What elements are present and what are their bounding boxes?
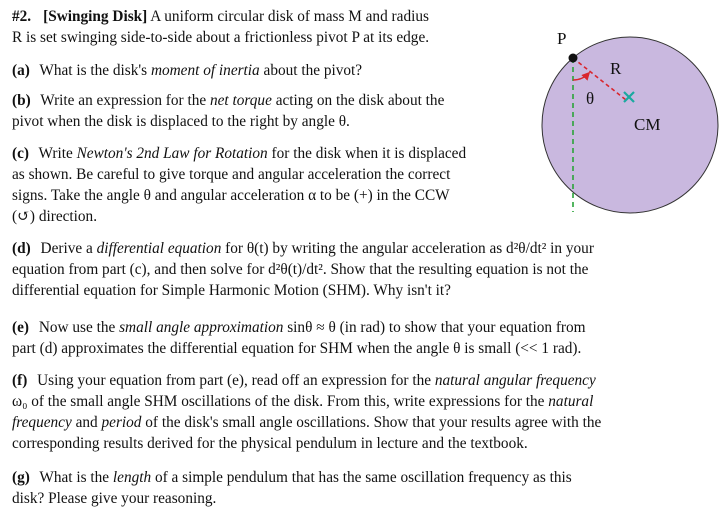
part-f-emphasis-2: natural: [548, 393, 594, 410]
part-a-emphasis: moment of inertia: [150, 62, 260, 79]
part-d-text-3: equation from part (c), and then solve for d²θ(t)/dt². Show that the resulting equation is not the: [12, 261, 589, 278]
part-e-text-2: sinθ ≈ θ (in rad) to show that your equation from: [283, 319, 586, 336]
part-f-emphasis-3: frequency: [12, 414, 72, 431]
part-c-text-5: (↺) direction.: [12, 208, 98, 225]
part-c-text-2: for the disk when it is displaced: [267, 145, 467, 162]
part-c-text-1: Write: [38, 145, 77, 162]
part-g-emphasis: length: [112, 469, 152, 486]
part-e-emphasis: small angle approximation: [119, 319, 284, 336]
part-a-label: (a): [12, 62, 30, 79]
part-f-text-1: Using your equation from part (e), read off an expression for the: [37, 372, 435, 389]
swinging-disk-figure: [540, 20, 720, 215]
part-e-label: (e): [12, 319, 29, 336]
part-b-text-1: Write an expression for the: [40, 92, 210, 109]
problem-intro: [12, 6, 542, 48]
part-f-text-5: corresponding results derived for the physical pendulum in lecture and the textbook.: [12, 435, 528, 452]
part-f-text-2: ω₀ of the small angle SHM oscillations of the disk. From this, write expressions for the: [12, 393, 549, 410]
problem-number: #2.: [12, 8, 32, 25]
intro-line-1: A uniform circular disk of mass M and radius: [150, 8, 429, 25]
pivot-label: P: [557, 29, 567, 48]
part-g: [12, 467, 712, 509]
part-g-text-1: What is the: [39, 469, 113, 486]
part-c: [12, 143, 542, 227]
part-d-text-2: for θ(t) by writing the angular acceleration as d²θ/dt² in your: [221, 240, 594, 257]
part-f-label: (f): [12, 372, 28, 389]
cm-label: CM: [634, 115, 661, 134]
part-f-emphasis-1: natural angular frequency: [434, 372, 596, 389]
pivot-point: [569, 54, 578, 63]
part-a-text-1: What is the disk's: [39, 62, 151, 79]
part-d-text-4: differential equation for Simple Harmonic Motion (SHM). Why isn't it?: [12, 282, 451, 299]
part-b-emphasis: net torque: [209, 92, 272, 109]
part-b-text-2: acting on the disk about the: [271, 92, 445, 109]
part-c-text-4: signs. Take the angle θ and angular acceleration α to be (+) in the CCW: [12, 187, 450, 204]
part-c-text-3: as shown. Be careful to give torque and angular acceleration the correct: [12, 166, 451, 183]
problem-title: [Swinging Disk]: [43, 8, 148, 25]
part-c-emphasis: Newton's 2nd Law for Rotation: [76, 145, 268, 162]
part-a: [12, 60, 542, 81]
disk-body: [542, 37, 718, 213]
part-g-text-2: of a simple pendulum that has the same oscillation frequency as this: [151, 469, 572, 486]
part-e-text-3: part (d) approximates the differential equation for SHM when the angle θ is small (<< 1 rad).: [12, 340, 582, 357]
part-d-emphasis: differential equation: [96, 240, 222, 257]
part-b: [12, 90, 542, 132]
part-f: [12, 370, 712, 454]
part-e-text-1: Now use the: [38, 319, 120, 336]
intro-line-2: R is set swinging side-to-side about a frictionless pivot P at its edge.: [12, 29, 430, 46]
part-f-text-4: of the disk's small angle oscillations. Show that your results agree with the: [141, 414, 602, 431]
part-g-label: (g): [12, 469, 30, 486]
part-e: [12, 317, 712, 359]
part-a-text-2: about the pivot?: [259, 62, 363, 79]
part-b-label: (b): [12, 92, 31, 109]
part-d: [12, 238, 712, 301]
part-c-label: (c): [12, 145, 29, 162]
radius-label: R: [610, 59, 622, 78]
part-g-text-3: disk? Please give your reasoning.: [12, 490, 217, 507]
angle-label: θ: [586, 89, 595, 108]
part-d-label: (d): [12, 240, 31, 257]
part-f-emphasis-4: period: [101, 414, 142, 431]
part-d-text-1: Derive a: [40, 240, 97, 257]
part-b-text-3: pivot when the disk is displaced to the right by angle θ.: [12, 113, 350, 130]
part-f-text-3: and: [71, 414, 102, 431]
